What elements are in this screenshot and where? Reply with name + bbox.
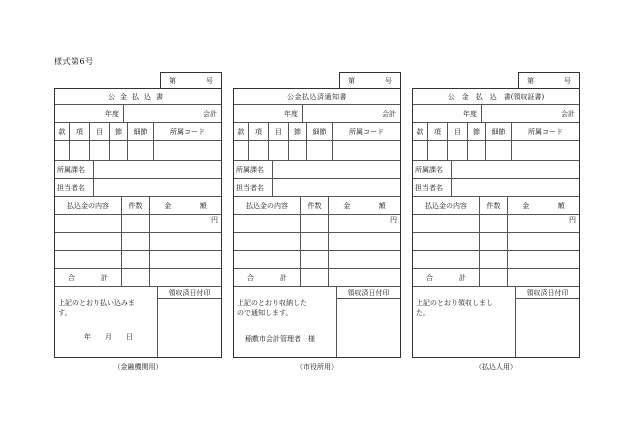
person-name-field[interactable] (272, 179, 400, 196)
stamp-label: 領収済日付印 (336, 287, 400, 299)
amount-cell[interactable] (149, 233, 221, 250)
dept-name-label: 所属課名 (415, 165, 443, 174)
amount-cell[interactable]: 円 (507, 215, 579, 232)
code-header-kan: 款 (58, 127, 66, 136)
code-header-dept-code: 所属コード (511, 123, 579, 140)
signer-line: 稲敷市会計管理者 様 (245, 335, 315, 343)
fiscal-year-field[interactable]: 年度 (463, 109, 477, 118)
stamp-label: 領収済日付印 (157, 287, 221, 299)
code-cell-dept-code[interactable] (332, 141, 400, 160)
person-name-label: 担当者名 (236, 183, 264, 192)
slip-payer (412, 72, 580, 358)
number-suffix: 号 (385, 76, 392, 85)
content-header: 払込金の内容 (67, 201, 109, 210)
form-number-label: 様式第6号 (54, 57, 94, 66)
content-cell[interactable] (413, 215, 479, 232)
total-amount-cell[interactable] (507, 269, 579, 286)
code-header-kou: 項 (248, 123, 268, 140)
fiscal-year-field[interactable]: 年度 (284, 109, 298, 118)
code-cell-kou[interactable] (427, 141, 447, 160)
code-header-kan: 款 (237, 127, 245, 136)
code-cell-kan[interactable] (413, 141, 427, 160)
slip-title: 公 金 払 込 書(領収証書) (447, 92, 545, 101)
content-header: 払込金の内容 (246, 201, 288, 210)
dept-name-label: 所属課名 (57, 165, 85, 174)
count-cell[interactable] (121, 233, 149, 250)
count-header: 件数 (300, 197, 328, 214)
declaration-text: 上記のとおり払い込みま す。 (58, 299, 135, 317)
total-label: 合 計 (426, 273, 466, 282)
code-cell-saisetsu[interactable] (306, 141, 332, 160)
code-header-saisetsu: 細節 (485, 123, 511, 140)
amount-cell[interactable]: 円 (328, 215, 400, 232)
code-cell-setsu[interactable] (467, 141, 485, 160)
count-header: 件数 (479, 197, 507, 214)
total-label: 合 計 (247, 273, 287, 282)
date-line: 年 月 日 (84, 333, 133, 341)
content-cell[interactable] (234, 215, 300, 232)
code-cell-kan[interactable] (234, 141, 248, 160)
slip-number-box[interactable] (518, 72, 580, 88)
person-name-field[interactable] (93, 179, 221, 196)
amount-header: 金 額 (328, 197, 400, 214)
slip-number-box[interactable] (160, 72, 222, 88)
account-field[interactable]: 会計 (481, 105, 579, 122)
code-cell-saisetsu[interactable] (127, 141, 153, 160)
code-header-moku: 目 (268, 123, 288, 140)
declaration-text: 上記のとおり領収しまし た。 (416, 299, 493, 317)
slip-caption: （市役所用） (296, 363, 338, 371)
amount-cell[interactable] (328, 251, 400, 268)
person-name-label: 担当者名 (415, 183, 443, 192)
amount-cell[interactable] (507, 233, 579, 250)
code-cell-setsu[interactable] (288, 141, 306, 160)
count-cell[interactable] (300, 215, 328, 232)
number-prefix: 第 (527, 76, 534, 85)
dept-name-field[interactable] (451, 161, 579, 178)
number-prefix: 第 (169, 76, 176, 85)
total-label: 合 計 (68, 273, 108, 282)
count-cell[interactable] (300, 251, 328, 268)
content-cell[interactable] (413, 251, 479, 268)
number-prefix: 第 (348, 76, 355, 85)
slip-financial-institution (54, 72, 222, 358)
code-header-setsu: 節 (288, 123, 306, 140)
content-header: 払込金の内容 (425, 201, 467, 210)
content-cell[interactable] (234, 251, 300, 268)
code-cell-dept-code[interactable] (511, 141, 579, 160)
slip-caption: （金融機関用） (113, 363, 163, 371)
person-name-field[interactable] (451, 179, 579, 196)
code-cell-setsu[interactable] (109, 141, 127, 160)
count-cell[interactable] (300, 233, 328, 250)
declaration-text: 上記のとおり収納した ので通知します。 (237, 299, 307, 317)
slip-title: 公金払込書 (108, 92, 168, 101)
slip-number-box[interactable] (339, 72, 401, 88)
count-cell[interactable] (121, 215, 149, 232)
account-field[interactable]: 会計 (123, 105, 221, 122)
code-header-saisetsu: 細節 (306, 123, 332, 140)
code-header-kou: 項 (427, 123, 447, 140)
code-header-dept-code: 所属コード (332, 123, 400, 140)
content-cell[interactable] (413, 233, 479, 250)
code-header-saisetsu: 細節 (127, 123, 153, 140)
fiscal-year-field[interactable]: 年度 (105, 109, 119, 118)
code-header-kou: 項 (69, 123, 89, 140)
dept-name-field[interactable] (93, 161, 221, 178)
number-suffix: 号 (206, 76, 213, 85)
account-field[interactable]: 会計 (302, 105, 400, 122)
amount-header: 金 額 (507, 197, 579, 214)
content-cell[interactable] (234, 233, 300, 250)
dept-name-field[interactable] (272, 161, 400, 178)
count-cell[interactable] (479, 233, 507, 250)
code-cell-kan[interactable] (55, 141, 69, 160)
code-header-setsu: 節 (109, 123, 127, 140)
amount-cell[interactable] (507, 251, 579, 268)
code-cell-moku[interactable] (268, 141, 288, 160)
code-cell-kou[interactable] (69, 141, 89, 160)
amount-cell[interactable] (328, 233, 400, 250)
dept-name-label: 所属課名 (236, 165, 264, 174)
person-name-label: 担当者名 (57, 183, 85, 192)
number-suffix: 号 (564, 76, 571, 85)
slip-title: 公金払込済通知書 (287, 92, 347, 101)
code-cell-saisetsu[interactable] (485, 141, 511, 160)
code-header-moku: 目 (89, 123, 109, 140)
total-amount-cell[interactable] (149, 269, 221, 286)
code-header-moku: 目 (447, 123, 467, 140)
total-amount-cell[interactable] (328, 269, 400, 286)
count-cell[interactable] (121, 251, 149, 268)
code-cell-kou[interactable] (248, 141, 268, 160)
slip-caption: （払込人用） (475, 363, 517, 371)
code-cell-dept-code[interactable] (153, 141, 221, 160)
amount-header: 金 額 (149, 197, 221, 214)
total-count-cell[interactable] (300, 269, 328, 286)
count-cell[interactable] (479, 251, 507, 268)
slip-city-office (233, 72, 401, 358)
stamp-label: 領収済日付印 (515, 287, 579, 299)
total-count-cell[interactable] (121, 269, 149, 286)
count-header: 件数 (121, 197, 149, 214)
content-cell[interactable] (55, 251, 121, 268)
amount-cell[interactable]: 円 (149, 215, 221, 232)
count-cell[interactable] (479, 215, 507, 232)
code-cell-moku[interactable] (89, 141, 109, 160)
total-count-cell[interactable] (479, 269, 507, 286)
code-cell-moku[interactable] (447, 141, 467, 160)
code-header-setsu: 節 (467, 123, 485, 140)
code-header-dept-code: 所属コード (153, 123, 221, 140)
content-cell[interactable] (55, 233, 121, 250)
code-header-kan: 款 (416, 127, 424, 136)
amount-cell[interactable] (149, 251, 221, 268)
content-cell[interactable] (55, 215, 121, 232)
